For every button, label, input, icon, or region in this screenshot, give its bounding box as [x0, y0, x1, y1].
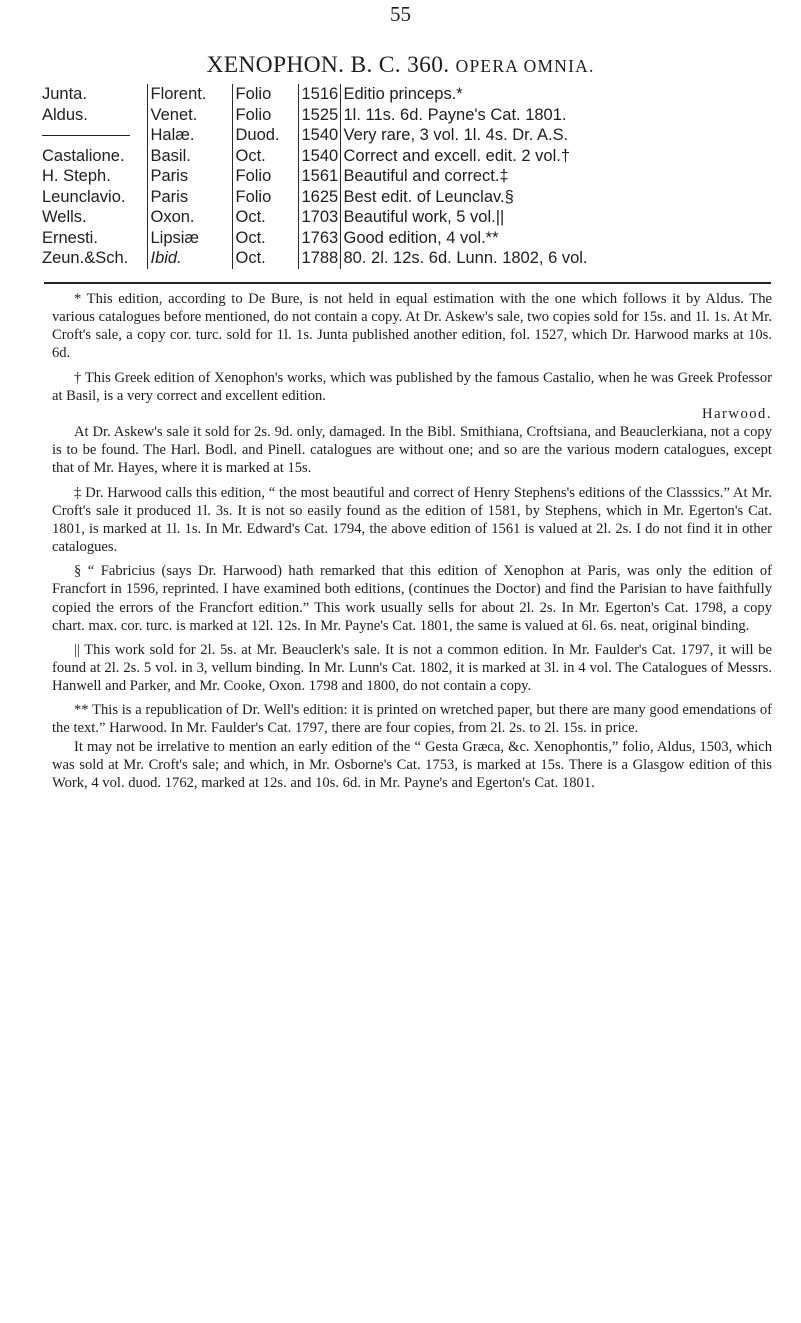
edition-year: 1540 — [298, 125, 340, 146]
edition-editor: Junta. — [42, 85, 87, 103]
edition-note: Best edit. of Leunclav.§ — [340, 187, 772, 208]
footnote-dagger-continued: At Dr. Askew's sale it sold for 2s. 9d. only, damaged. In the Bibl. Smithiana, Croftsiana, and Beauclerkiana, not a copy is to be found. The Harl. Bodl. and Pinell. catalogues are without one; and so are the various modern catalogues, except that of Mr. Hayes, where it is marked at 15s. — [52, 424, 772, 477]
edition-editor-dash — [42, 125, 147, 146]
edition-editor: H. Steph. — [42, 167, 111, 185]
table-row — [42, 187, 772, 208]
edition-place: Venet. — [147, 105, 232, 126]
footnote-section: § “ Fabricius (says Dr. Harwood) hath remarked that this edition of Xenophon at Paris, was only the edition of Francfort in 1596, reprinted. I have examined both editions, (continues the Doctor) and find the Parisian to have faithfully copied the errors of the Francfort edition.” This work usually sells for about 2l. 2s. In Mr. Egerton's Cat. 1798, a copy chart. max. cor. turc. is marked at 12l. 12s. In Mr. Payne's Cat. 1801, the same is valued at 6l. 6s. neat, original binding. — [52, 563, 772, 634]
edition-format: Folio — [232, 105, 298, 126]
edition-format: Oct. — [232, 146, 298, 167]
edition-format: Oct. — [232, 207, 298, 228]
table-row — [42, 166, 772, 187]
edition-note: Very rare, 3 vol. 1l. 4s. Dr. A.S. — [340, 125, 772, 146]
edition-place: Basil. — [147, 146, 232, 167]
edition-editor: Ernesti. — [42, 228, 98, 247]
edition-format: Duod. — [232, 125, 298, 146]
running-head-main: XENOPHON. B. C. 360. — [206, 52, 450, 78]
edition-editor: Wells. — [42, 208, 87, 226]
edition-editor: Leunclavio. — [42, 187, 126, 206]
edition-year: 1561 — [298, 166, 340, 187]
table-row — [42, 125, 772, 146]
running-head — [0, 52, 801, 79]
edition-format: Oct. — [232, 228, 298, 249]
table-row — [42, 146, 772, 167]
edition-format: Oct. — [232, 248, 298, 269]
edition-place: Paris — [147, 187, 232, 208]
edition-place: Ibid. — [147, 248, 232, 269]
edition-editor: Castalione. — [42, 146, 125, 165]
edition-note: 1l. 11s. 6d. Payne's Cat. 1801. — [340, 105, 772, 126]
footnote-parallel: || This work sold for 2l. 5s. at Mr. Beauclerk's sale. It is not a common edition. In Mr. Faulder's Cat. 1797, it will be found at 2l. 2s. 5 vol. in 3, vellum binding. In Mr. Lunn's Cat. 1802, it is marked at 3l. in 4 vol. The Catalogues of Messrs. Hanwell and Parker, and Mr. Cooke, Oxon. 1798 and 1800, do not contain a copy. — [52, 641, 772, 695]
table-bottom-rule — [44, 282, 771, 284]
edition-format: Folio — [232, 187, 298, 208]
page-number: 55 — [390, 2, 411, 26]
edition-year: 1763 — [298, 228, 340, 249]
footnote-double-dagger: ‡ Dr. Harwood calls this edition, “ the most beautiful and correct of Henry Stephens's editions of the Classsics.” At Mr. Croft's sale it produced 1l. 3s. It is not so easily found as the edition of 1581, by Stephens, which in Mr. Egerton's Cat. 1801, is marked at 1l. 1s. In Mr. Edward's Cat. 1794, the above edition of 1561 is valued at 2l. 2s. I do not find it in other catalogues. — [52, 484, 772, 556]
table-row — [42, 105, 772, 126]
table-row — [42, 248, 772, 269]
edition-note: Beautiful work, 5 vol.|| — [340, 207, 772, 228]
table-row — [42, 228, 772, 249]
editions-table — [42, 84, 772, 269]
edition-place: Oxon. — [147, 207, 232, 228]
edition-editor: Zeun.&Sch. — [42, 249, 129, 267]
edition-place: Halæ. — [147, 125, 232, 146]
ditto-dash — [42, 135, 130, 136]
table-row — [42, 84, 772, 105]
edition-year: 1525 — [298, 105, 340, 126]
running-head-opera-omnia: OPERA OMNIA. — [455, 56, 595, 76]
table-row — [42, 207, 772, 228]
edition-year: 1540 — [298, 146, 340, 167]
edition-note: Correct and excell. edit. 2 vol.† — [340, 146, 772, 167]
footnote-asterisk: * This edition, according to De Bure, is not held in equal estimation with the one which follows it by Aldus. The various catalogues before mentioned, do not contain a copy. At Dr. Askew's sale, two copies sold for 15s. and 1l. 1s. At Mr. Croft's sale, a copy cor. turc. sold for 1l. 1s. Junta published another edition, fol. 1527, which Dr. Harwood marks at 10s. 6d. — [52, 291, 772, 362]
footnote-dagger: † This Greek edition of Xenophon's works, which was published by the famous Castalio, when he was Greek Professor at Basil, is a very correct and excellent edition. — [52, 369, 772, 404]
edition-editor: Aldus. — [42, 105, 88, 124]
edition-place: Florent. — [147, 84, 232, 105]
edition-note: Editio princeps.* — [340, 84, 772, 105]
edition-note: 80. 2l. 12s. 6d. Lunn. 1802, 6 vol. — [340, 248, 772, 269]
edition-format: Folio — [232, 166, 298, 187]
edition-note: Good edition, 4 vol.** — [340, 228, 772, 249]
footnote-dagger-signature: Harwood. — [702, 405, 772, 422]
edition-year: 1625 — [298, 187, 340, 208]
footnotes — [52, 290, 772, 792]
edition-note: Beautiful and correct.‡ — [340, 166, 772, 187]
edition-format: Folio — [232, 84, 298, 105]
edition-place: Paris — [147, 166, 232, 187]
edition-year: 1788 — [298, 248, 340, 269]
footnote-double-asterisk-continued: It may not be irrelative to mention an early edition of the “ Gesta Græca, &c. Xenophontis,” folio, Aldus, 1503, which was sold at Mr. Croft's sale; and which, in Mr. Osborne's Cat. 1753, is marked at 15s. There is a Glasgow edition of this Work, 4 vol. duod. 1762, marked at 12s. and 10s. 6d. in Mr. Payne's and Egerton's Cat. 1801. — [52, 738, 772, 791]
edition-place: Lipsiæ — [147, 228, 232, 249]
footnote-double-asterisk: ** This is a republication of Dr. Well's edition: it is printed on wretched paper, but there are many good emendations of the text.” Harwood. In Mr. Faulder's Cat. 1797, there are four copies, from 2l. 2s. to 2l. 15s. in price. — [52, 702, 772, 737]
edition-year: 1703 — [298, 207, 340, 228]
edition-year: 1516 — [298, 84, 340, 105]
